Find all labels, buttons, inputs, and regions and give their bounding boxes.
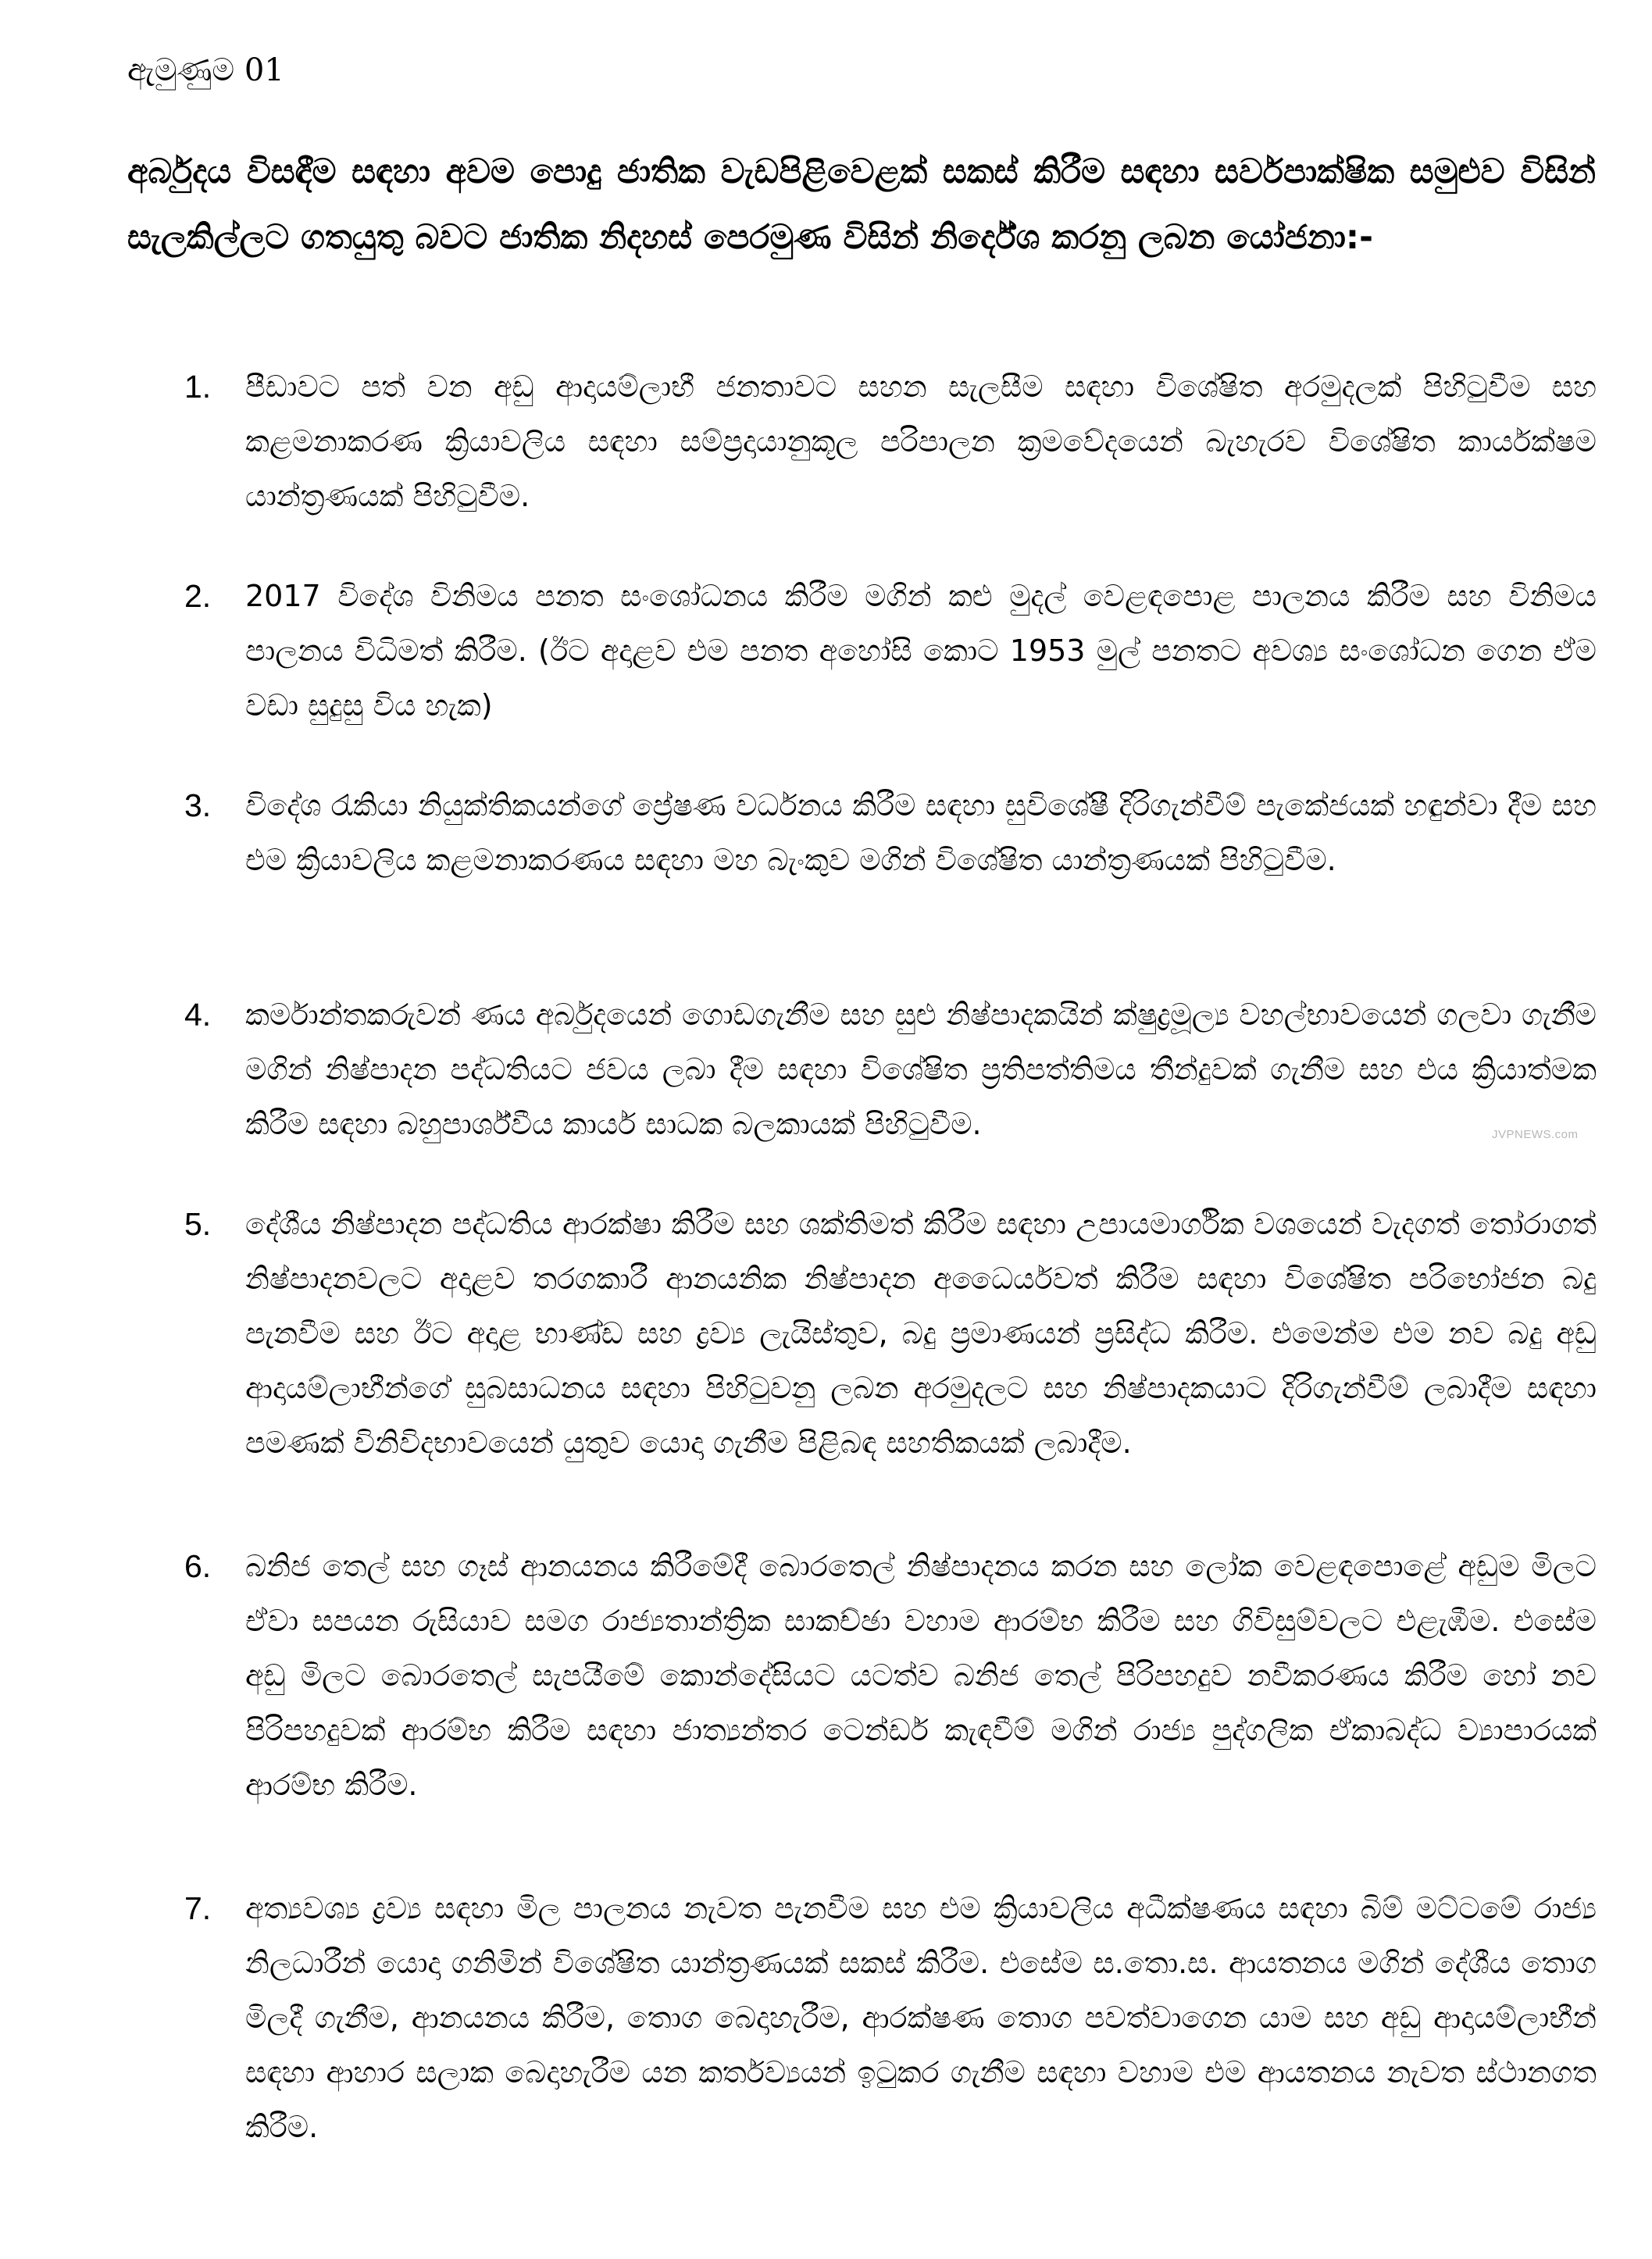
proposal-text: අත්‍යවශ්‍ය ද්‍රව්‍ය සඳහා මිල පාලනය නැවත පැනවීම සහ එම ක්‍රියාවලිය අධීක්ෂණය සඳහා බිම් මට්ටමේ රාජ්‍ය නිලධාරීන් යොදා ගනිමින් විශේෂිත යාන්ත්‍රණයක් සකස් කිරීම. එසේම ස.තො.ස. ආයතනය මගින් දේශීය තොග මිලදී ගැනීම, ආනයනය කිරීම, තොග බෙදාහැරීම, ආරක්ෂණ තොග පවත්වාගෙන යාම සහ අඩු ආදායම්ලාභීන් සඳහා ආහාර සලාක බෙදාහැරීම යන කර්තව්‍යයන් ඉටුකර ගැනීම සඳහා වහාම එම ආයතනය නැවත ස්ථානගත කිරීම. xyxy=(245,1891,1597,2144)
proposal-text: විදේශ රැකියා නියුක්තිකයන්ගේ ප්‍රේෂණ වර්ධනය කිරීම සඳහා සුවිශේෂී දිරිගැන්වීම් පැකේජයක් හඳුන්වා දීම සහ එම ක්‍රියාවලිය කළමනාකරණය සඳහා මහ බැංකුව මගින් විශේෂිත යාන්ත්‍රණයක් පිහිටුවීම. xyxy=(245,788,1597,877)
watermark: JVPNEWS.com xyxy=(1492,1128,1579,1141)
proposal-number: 3. xyxy=(184,787,212,823)
proposal-number: 1. xyxy=(184,369,212,405)
proposal-text: කර්මාන්තකරුවන් ණය අර්බුදයෙන් ගොඩගැනීම සහ සුළු නිෂ්පාදකයින් ක්ෂුද්‍රමූල්‍ය වහල්භාවයෙන් ගලවා ගැනීම මගින් නිෂ්පාදන පද්ධතියට ජවය ලබා දීම සඳහා විශේෂිත ප්‍රතිපත්තිමය තීන්දුවක් ගැනීම සහ එය ක්‍රියාත්මක කිරීම සඳහා බහුපාර්ශ්වීය කාර්ය සාධක බලකායක් පිහිටුවීම. xyxy=(245,997,1597,1141)
proposal-number: 2. xyxy=(184,578,212,614)
proposal-text: 2017 විදේශ විනිමය පනත සංශෝධනය කිරීම මගින් කළු මුදල් වෙළඳපොළ පාලනය කිරීම සහ විනිමය පාලනය විධිමත් කිරීම. (ඊට අදාළව එම පනත අහෝසි කොට 1953 මුල් පනතට අවශ්‍ය සංශෝධන ගෙන ඒම වඩා සුදුසු විය හැක) xyxy=(245,579,1597,723)
proposal-number: 5. xyxy=(184,1206,212,1242)
annex-label: ඇමුණුම 01 xyxy=(127,52,284,88)
proposal-text: දේශීය නිෂ්පාදන පද්ධතිය ආරක්ෂා කිරීම සහ ශක්තිමත් කිරීම සඳහා උපායමාර්ගික වශයෙන් වැදගත් තෝරාගත් නිෂ්පාදනවලට අදාළව තරගකාරී ආනයනික නිෂ්පාදන අධෛර්යවත් කිරීම සඳහා විශේෂිත පරිභෝජන බදු පැනවීම සහ ඊට අදාළ භාණ්ඩ සහ ද්‍රව්‍ය ලැයිස්තුව, බදු ප්‍රමාණයන් ප්‍රසිද්ධ කිරීම. එමෙන්ම එම නව බදු අඩු ආදායම්ලාභීන්ගේ සුබසාධනය සඳහා පිහිටුවනු ලබන අරමුදලට සහ නිෂ්පාදකයාට දිරිගැන්වීම් ලබාදීම සඳහා පමණක් විනිවිදභාවයෙන් යුතුව යොදා ගැනීම පිළිබඳ සහතිකයක් ලබාදීම. xyxy=(245,1207,1597,1460)
proposal-text: පීඩාවට පත් වන අඩු ආදායම්ලාභී ජනතාවට සහන සැලසීම සඳහා විශේෂිත අරමුදලක් පිහිටුවීම සහ කළමනාකරණ ක්‍රියාවලිය සඳහා සම්ප්‍රදායානුකූල පරිපාලන ක්‍රමවේදයෙන් බැහැරව විශේෂිත කාර්යක්ෂම යාන්ත්‍රණයක් පිහිටුවීම. xyxy=(245,369,1597,513)
proposal-text: බනිජ තෙල් සහ ගෑස් ආනයනය කිරීමේදී බොරතෙල් නිෂ්පාදනය කරන සහ ලෝක වෙළඳපොළේ අඩුම මිලට ඒවා සපයන රුසියාව සමග රාජ්‍යතාන්ත්‍රික සාකච්ඡා වහාම ආරම්භ කිරීම සහ ගිවිසුම්වලට එළැඹීම. එසේම අඩු මිලට බොරතෙල් සැපයීමේ කොන්දේසියට යටත්ව බනිජ තෙල් පිරිපහදුව නවීකරණය කිරීම හෝ නව පිරිපහදුවක් ආරම්භ කිරීම සඳහා ජාත්‍යන්තර ටෙන්ඩර් කැඳවීම් මගින් රාජ්‍ය පුද්ගලික ඒකාබද්ධ ව්‍යාපාරයක් ආරම්භ කිරීම. xyxy=(245,1549,1597,1802)
proposal-number: 6. xyxy=(184,1548,212,1584)
document-title: අර්බුදය විසඳීම සඳහා අවම පොදු ජාතික වැඩපිළිවෙළක් සකස් කිරීම සඳහා සර්වපාක්ෂික සමුළුව විසින් සැලකිල්ලට ගතයුතු බවට ජාතික නිදහස් පෙරමුණ විසින් නිර්දේශ කරනු ලබන යෝජනා:- xyxy=(127,152,1596,257)
proposal-number: 7. xyxy=(184,1890,212,1926)
proposal-number: 4. xyxy=(184,997,212,1033)
